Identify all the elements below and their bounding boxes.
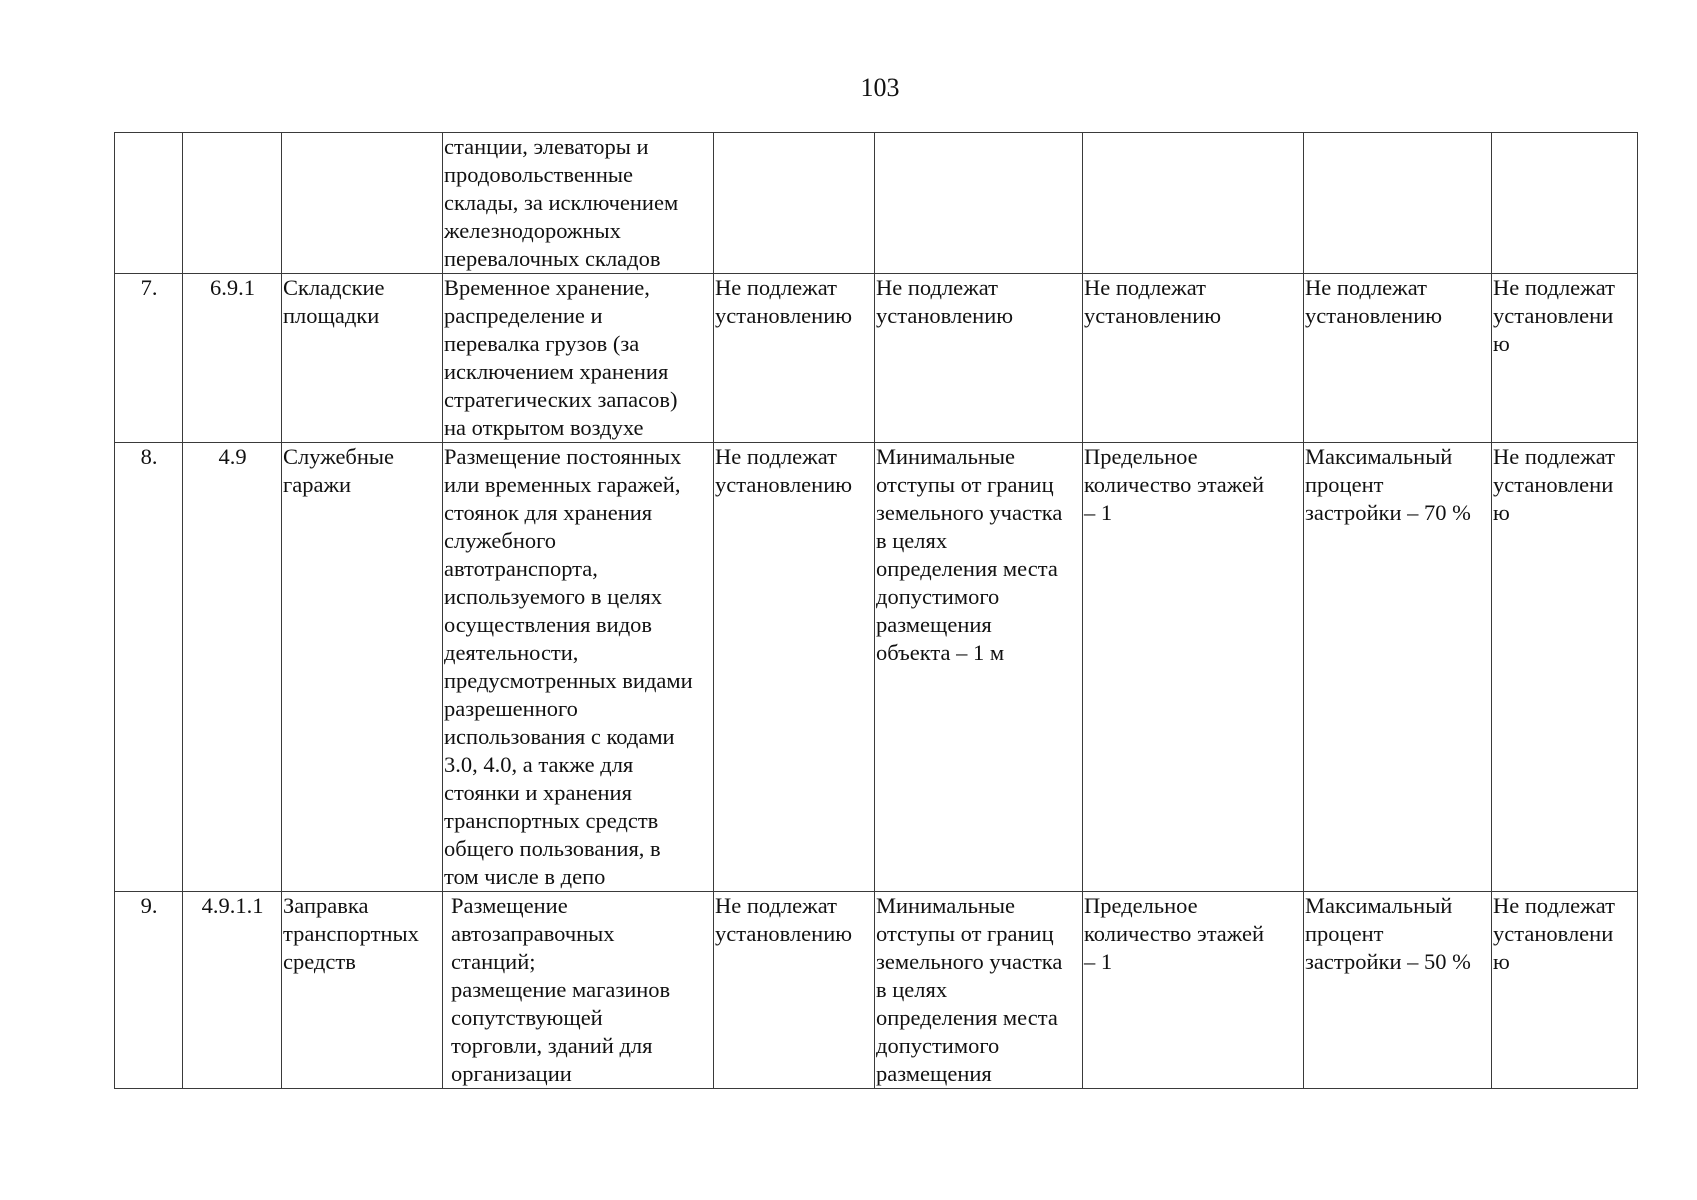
parameter-cell: Не подлежат установлению <box>1304 274 1492 443</box>
table-row <box>115 133 1638 274</box>
table-row <box>115 274 1638 443</box>
parameter-cell: Максимальный процент застройки – 50 % <box>1304 892 1492 1089</box>
parameter-cell <box>714 133 875 274</box>
code-cell: 4.9 <box>183 443 282 892</box>
parameter-cell: Минимальные отступы от границ земельного участка в целях определения места допустимого размещения <box>875 892 1083 1089</box>
use-name-cell <box>282 133 443 274</box>
use-name-cell: Заправка транспортных средств <box>282 892 443 1089</box>
use-name-cell: Служебные гаражи <box>282 443 443 892</box>
parameter-cell <box>875 133 1083 274</box>
parameter-cell: Не подлежат установлению <box>714 892 875 1089</box>
parameter-cell: Не подлежат установлению <box>714 443 875 892</box>
description-cell: станции, элеваторы и продовольственные склады, за исключением железнодорожных перевалочных складов <box>443 133 714 274</box>
parameter-cell: Не подлежат установлению <box>714 274 875 443</box>
row-number-cell: 9. <box>115 892 183 1089</box>
row-number-cell: 7. <box>115 274 183 443</box>
parameter-cell <box>1304 133 1492 274</box>
table-row <box>115 892 1638 1089</box>
parameter-cell: Не подлежат установлени ю <box>1492 892 1638 1089</box>
parameter-cell: Не подлежат установлению <box>875 274 1083 443</box>
parameter-cell: Предельное количество этажей – 1 <box>1083 443 1304 892</box>
parameter-cell: Не подлежат установлению <box>1083 274 1304 443</box>
code-cell <box>183 133 282 274</box>
zoning-table <box>114 132 1638 1089</box>
parameter-cell: Максимальный процент застройки – 70 % <box>1304 443 1492 892</box>
description-cell: Размещение автозаправочных станций; размещение магазинов сопутствующей торговли, зданий для организации <box>443 892 714 1089</box>
use-name-cell: Складские площадки <box>282 274 443 443</box>
description-cell: Размещение постоянных или временных гаражей, стоянок для хранения служебного автотранспорта, используемого в целях осуществления видов деятельности, предусмотренных видами разрешенного использования с кодами 3.0, 4.0, а также для стоянки и хранения транспортных средств общего пользования, в том числе в депо <box>443 443 714 892</box>
parameter-cell <box>1492 133 1638 274</box>
code-cell: 4.9.1.1 <box>183 892 282 1089</box>
row-number-cell <box>115 133 183 274</box>
parameter-cell: Не подлежат установлени ю <box>1492 443 1638 892</box>
parameter-cell: Не подлежат установлени ю <box>1492 274 1638 443</box>
page-number: 103 <box>860 73 900 102</box>
parameter-cell: Минимальные отступы от границ земельного участка в целях определения места допустимого размещения объекта – 1 м <box>875 443 1083 892</box>
description-cell: Временное хранение, распределение и перевалка грузов (за исключением хранения стратегических запасов) на открытом воздухе <box>443 274 714 443</box>
parameter-cell <box>1083 133 1304 274</box>
table-row <box>115 443 1638 892</box>
parameter-cell: Предельное количество этажей – 1 <box>1083 892 1304 1089</box>
row-number-cell: 8. <box>115 443 183 892</box>
code-cell: 6.9.1 <box>183 274 282 443</box>
